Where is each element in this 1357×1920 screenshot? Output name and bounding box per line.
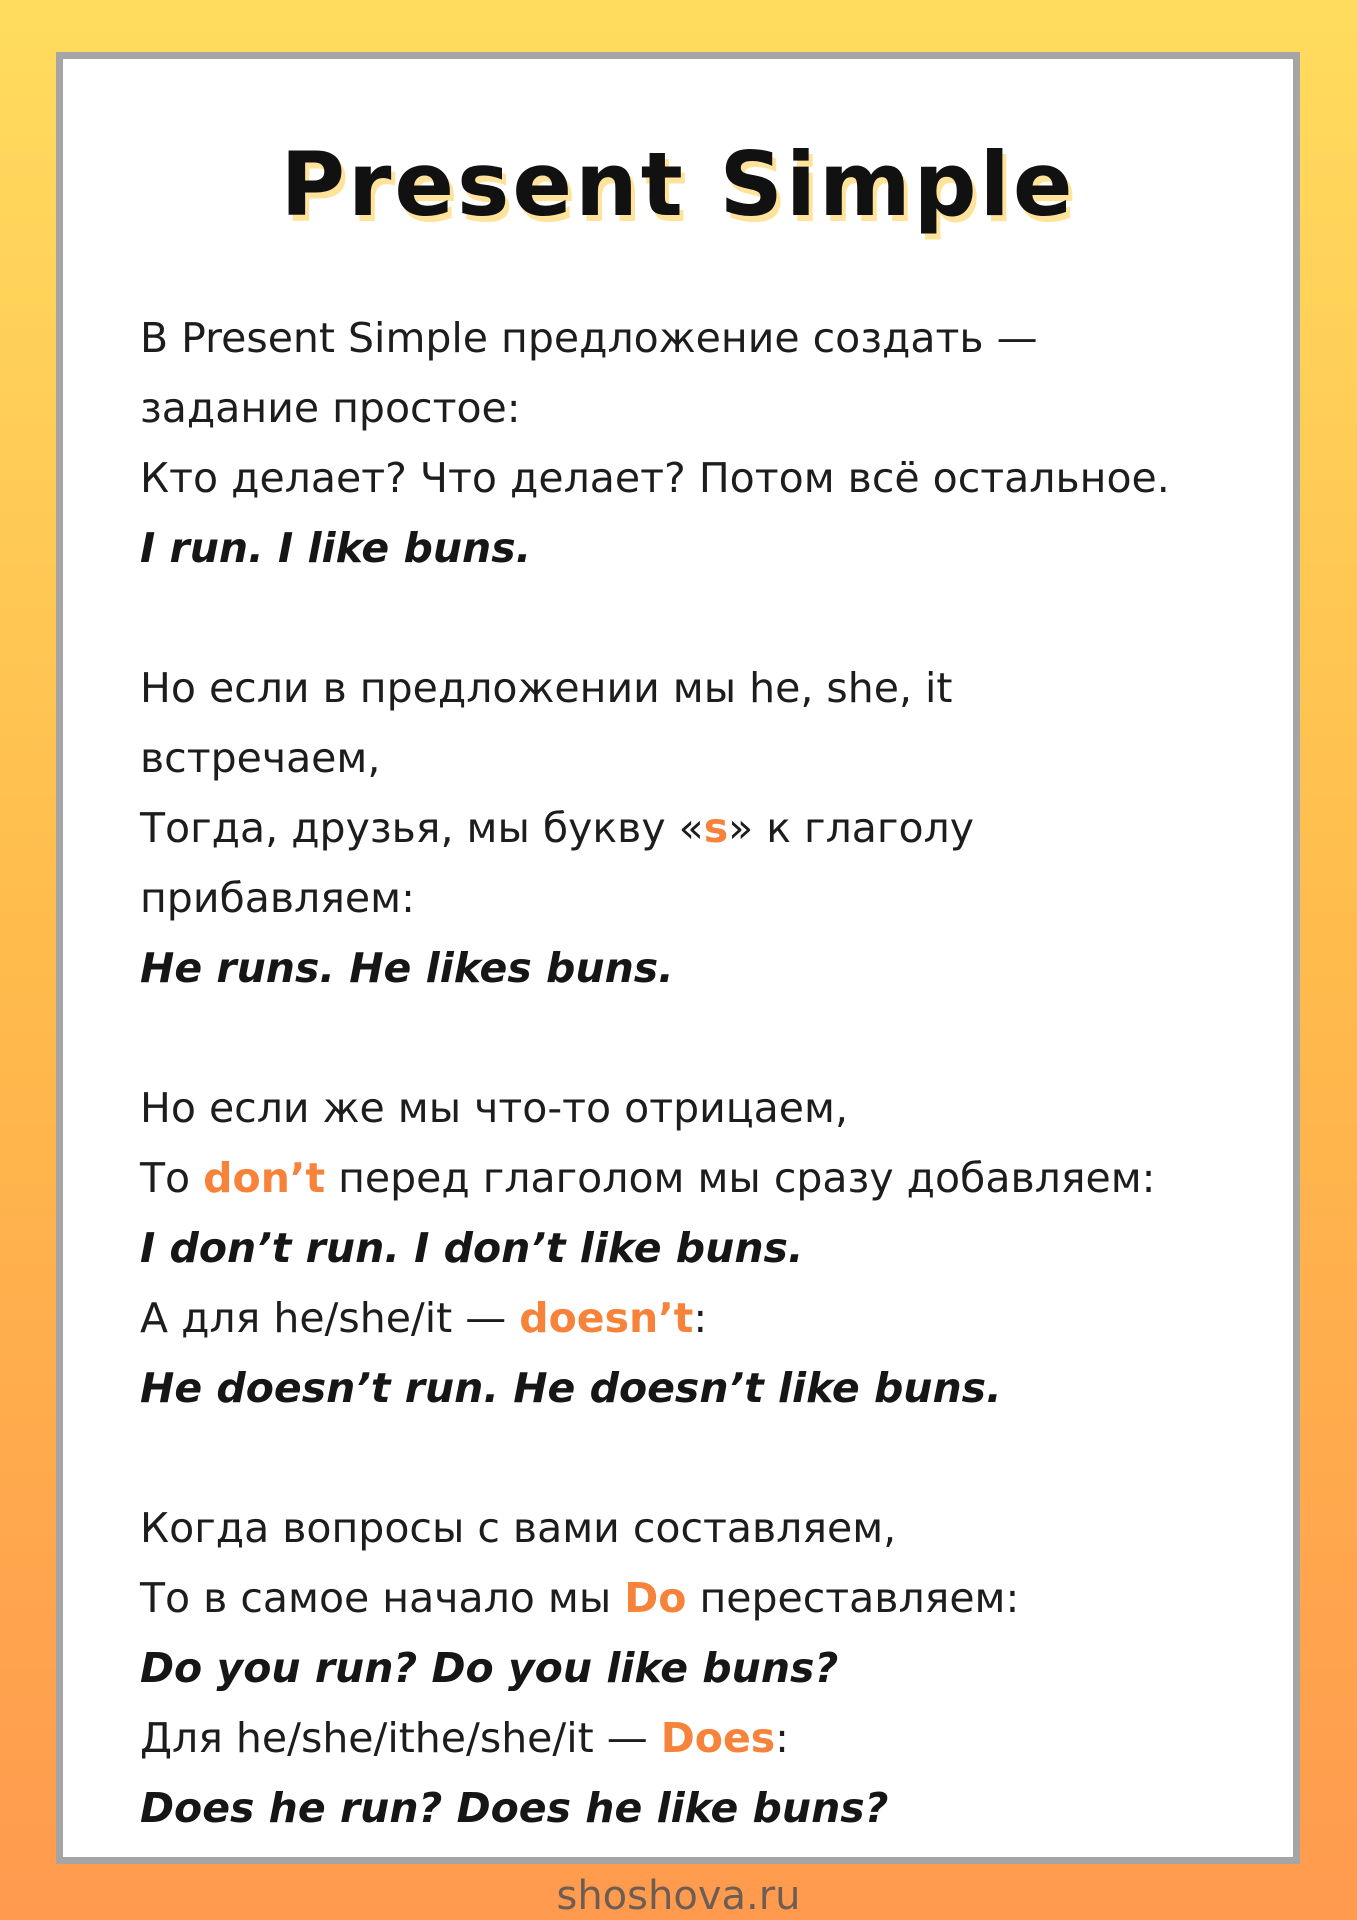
poster-card <box>56 52 1300 1864</box>
block4-line2-post: переставляем: <box>686 1574 1020 1622</box>
block4-example1: Do you run? Do you like buns? <box>140 1644 839 1692</box>
block2-line4: прибавляем: <box>140 874 415 922</box>
block3-example1: I don’t run. I don’t like buns. <box>140 1224 804 1272</box>
block3-line2-post: перед глаголом мы сразу добавляем: <box>325 1154 1156 1202</box>
block4-line1: Когда вопросы с вами составляем, <box>140 1504 897 1552</box>
block2-line2: встречаем, <box>140 734 381 782</box>
block1-line3: Кто делает? Что делает? Потом всё остальное. <box>140 454 1170 502</box>
block4-line2-pre: То в самое начало мы <box>140 1574 625 1622</box>
block3-line2 <box>140 1143 1253 1213</box>
block2-line3-post: » к глаголу <box>728 804 975 852</box>
highlight-doesnt: doesn’t <box>519 1294 694 1342</box>
spacer <box>140 1423 1253 1493</box>
block1-line2: задание простое: <box>140 384 521 432</box>
block3-line3-post: : <box>693 1294 708 1342</box>
block4-line3-pre: Для he/she/ithe/she/it — <box>140 1714 661 1762</box>
block2-line1: Но если в предложении мы he, she, it <box>140 664 953 712</box>
block4-line2 <box>140 1563 1253 1633</box>
block1-example: I run. I like buns. <box>140 524 532 572</box>
rule-text <box>140 303 1253 1843</box>
block3-line1: Но если же мы что-то отрицаем, <box>140 1084 848 1132</box>
block2-line3-pre: Тогда, друзья, мы букву « <box>140 804 704 852</box>
block1-line1: В Present Simple предложение создать — <box>140 314 1038 362</box>
spacer <box>140 583 1253 653</box>
page-title: Present Simple <box>280 133 1076 236</box>
block4-example2: Does he run? Does he like buns? <box>140 1784 889 1832</box>
spacer <box>140 1003 1253 1073</box>
block4-line3 <box>140 1703 1253 1773</box>
highlight-do: Do <box>624 1574 687 1622</box>
highlight-dont: don’t <box>203 1154 326 1202</box>
block3-line3-pre: А для he/she/it — <box>140 1294 520 1342</box>
site-footer: shoshova.ru <box>556 1873 801 1919</box>
block3-line2-pre: То <box>140 1154 204 1202</box>
highlight-does: Does <box>660 1714 776 1762</box>
block3-example2: He doesn’t run. He doesn’t like buns. <box>140 1364 1002 1412</box>
block2-line3 <box>140 793 1253 863</box>
block3-line3 <box>140 1283 1253 1353</box>
block2-example: He runs. He likes buns. <box>140 944 674 992</box>
block4-line3-post: : <box>775 1714 789 1762</box>
highlight-s: s <box>703 804 729 852</box>
